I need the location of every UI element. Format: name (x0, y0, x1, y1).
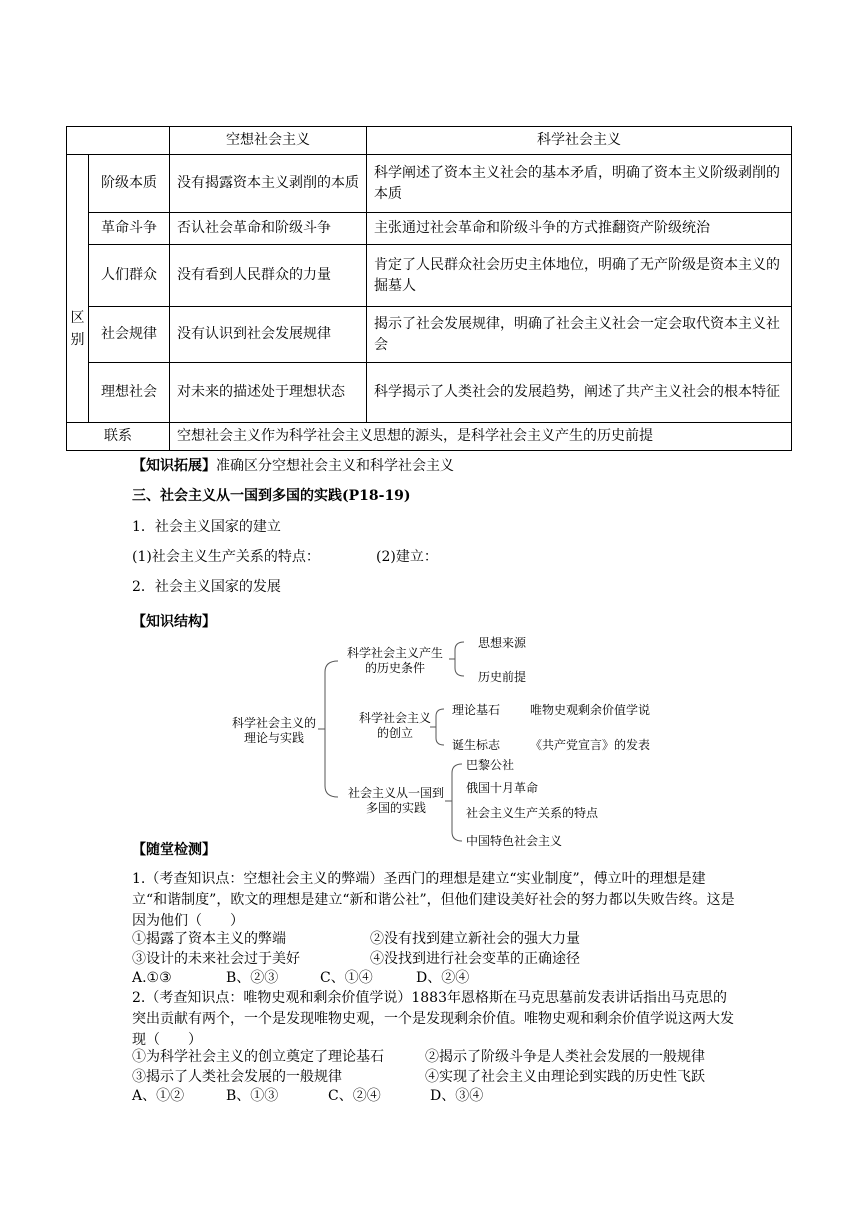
utopian-cell: 没有看到人民群众的力量 (170, 245, 367, 307)
diagram-branch2: 科学社会主义的创立 (358, 711, 431, 740)
diagram-branch1: 科学社会主义产生的历史条件 (346, 646, 443, 675)
utopian-cell: 没有揭露资本主义剥削的本质 (170, 155, 367, 213)
row-label: 理想社会 (89, 363, 170, 423)
branch2-brace (436, 709, 444, 745)
row-label: 社会规律 (89, 307, 170, 363)
q2-answer: A、①② (132, 1088, 185, 1104)
branch3-brace (452, 764, 462, 841)
diagram-leaf-detail: 《共产党宣言》的发表 (530, 738, 651, 752)
scientific-cell: 主张通过社会革命和阶级斗争的方式推翻资产阶级统治 (367, 213, 792, 245)
branch1-brace (455, 642, 464, 676)
scientific-cell: 科学揭示了人类社会的发展趋势，阐述了共产主义社会的根本特征 (367, 363, 792, 423)
question-1-stem: 1.（考查知识点：空想社会主义的弊端）圣西门的理想是建立“实业制度”，傅立叶的理想是建立“和谐制度”，欧文的理想是建立“新和谐公社”，但他们建设美好社会的努力都以失败告终。这是因为他们（ ） (132, 871, 735, 929)
diagram-leaf-detail: 唯物史观剩余价值学说 (530, 703, 651, 717)
row-label: 人们群众 (89, 245, 170, 307)
test-tag: 【随堂检测】 (132, 842, 216, 858)
root-brace (325, 661, 338, 797)
diagram-leaf: 中国特色社会主义 (466, 834, 563, 848)
item-1a: (1)社会主义生产关系的特点： (132, 549, 320, 565)
diagram-leaf: 思想来源 (478, 636, 527, 650)
section-heading: 三、社会主义从一国到多国的实践(P18-19) (132, 488, 411, 504)
utopian-cell: 对未来的描述处于理想状态 (170, 363, 367, 423)
diagram-leaf: 社会主义生产关系的特点 (466, 806, 599, 820)
scientific-cell: 肯定了人民群众社会历史主体地位，明确了无产阶级是资本主义的掘墓人 (367, 245, 792, 307)
row-label: 阶级本质 (89, 155, 170, 213)
q1-answer: D、②④ (416, 970, 470, 986)
link-text: 空想社会主义作为科学社会主义思想的源头，是科学社会主义产生的历史前提 (170, 423, 792, 451)
q1-answer: A.①③ (132, 970, 172, 986)
extension-text: 准确区分空想社会主义和科学社会主义 (216, 458, 454, 474)
q1-option: ③设计的未来社会过于美好 (132, 951, 300, 967)
extension-tag: 【知识拓展】 (132, 458, 216, 474)
q2-option: ④实现了社会主义由理论到实践的历史性飞跃 (425, 1069, 705, 1085)
diagram-branch3: 社会主义从一国到多国的实践 (347, 786, 444, 815)
scientific-cell: 科学阐述了资本主义社会的基本矛盾，明确了资本主义阶级剥削的本质 (367, 155, 792, 213)
group-label-difference: 区别 (67, 155, 89, 423)
q2-option: ①为科学社会主义的创立奠定了理论基石 (132, 1049, 384, 1065)
q1-answer: C、①④ (320, 970, 373, 986)
header-scientific: 科学社会主义 (367, 127, 792, 155)
diagram-leaf: 巴黎公社 (466, 758, 515, 772)
q1-option: ②没有找到建立新社会的强大力量 (370, 931, 580, 947)
q2-answer: C、②④ (328, 1088, 381, 1104)
utopian-cell: 否认社会革命和阶级斗争 (170, 213, 367, 245)
item-2: 2．社会主义国家的发展 (132, 579, 281, 595)
item-1b: (2)建立： (376, 549, 438, 565)
row-label: 革命斗争 (89, 213, 170, 245)
q2-option: ②揭示了阶级斗争是人类社会发展的一般规律 (425, 1049, 705, 1065)
utopian-cell: 没有认识到社会发展规律 (170, 307, 367, 363)
q1-option: ④没找到进行社会变革的正确途径 (370, 951, 580, 967)
q2-answer: D、③④ (430, 1088, 484, 1104)
structure-tag: 【知识结构】 (132, 614, 216, 630)
diagram-root: 科学社会主义的理论与实践 (231, 716, 316, 745)
diagram-leaf: 历史前提 (478, 670, 527, 684)
header-utopian: 空想社会主义 (170, 127, 367, 155)
scientific-cell: 揭示了社会发展规律，明确了社会主义社会一定会取代资本主义社会 (367, 307, 792, 363)
q1-answer: B、②③ (226, 970, 279, 986)
diagram-leaf: 诞生标志 (452, 738, 501, 752)
diagram-leaf: 理论基石 (452, 703, 501, 717)
item-1: 1．社会主义国家的建立 (132, 519, 281, 535)
question-2-stem: 2.（考查知识点：唯物史观和剩余价值学说）1883年恩格斯在马克思墓前发表讲话指出马克思的突出贡献有两个，一个是发现唯物史观，一个是发现剩余价值。唯物史观和剩余价值学说这两大发现（ ） (132, 990, 734, 1048)
diagram-leaf: 俄国十月革命 (466, 781, 539, 795)
q1-option: ①揭露了资本主义的弊端 (132, 931, 286, 947)
q2-answer: B、①③ (226, 1088, 279, 1104)
link-label: 联系 (67, 423, 170, 451)
q2-option: ③揭示了人类社会发展的一般规律 (132, 1069, 342, 1085)
